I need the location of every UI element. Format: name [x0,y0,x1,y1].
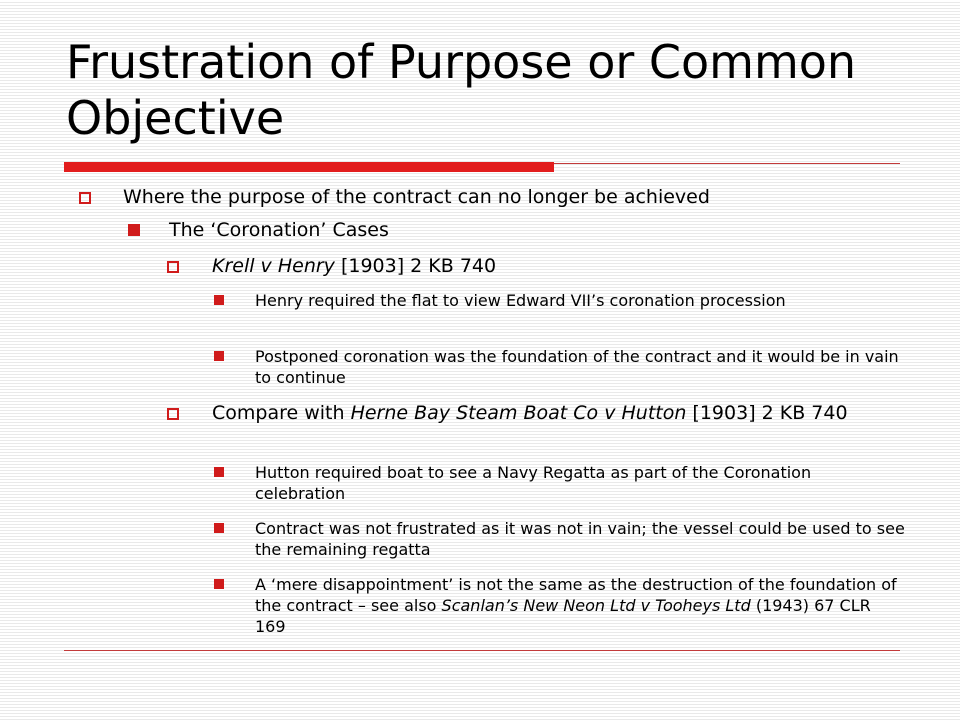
bullet-text [255,574,905,637]
bullet-text: Henry required the flat to view Edward VII’s coronation procession [255,291,786,310]
case-name: Herne Bay Steam Boat Co v Hutton [350,402,687,424]
case-name: Scanlan’s New Neon Ltd v Tooheys Ltd [441,596,751,615]
compare-prefix: Compare with [212,402,351,424]
bullet-mere-disappointment [255,574,905,637]
bullet-henry-flat [255,290,905,311]
bullet-text [212,253,902,279]
filled-square-bullet-icon [128,224,140,236]
filled-square-bullet-icon [214,351,224,361]
hollow-square-bullet-icon [167,261,179,273]
hollow-square-bullet-icon [79,192,91,204]
bullet-purpose [123,184,903,210]
bullet-text: Where the purpose of the contract can no longer be achieved [123,186,710,208]
filled-square-bullet-icon [214,523,224,533]
bullet-text: Postponed coronation was the foundation of the contract and it would be in vain to continue [255,347,899,387]
case-name: Krell v Henry [212,255,335,277]
bullet-text: The ‘Coronation’ Cases [169,219,389,241]
title-accent-bar [64,162,554,172]
filled-square-bullet-icon [214,579,224,589]
footer-divider-line [64,650,900,651]
bullet-hutton-boat [255,462,905,504]
bullet-text: Hutton required boat to see a Navy Regatta as part of the Coronation celebration [255,463,812,503]
case-citation: (1943) 67 CLR 169 [255,596,871,636]
case-citation: [1903] 2 KB 740 [334,255,497,277]
bullet-not-frustrated [255,518,905,560]
bullet-herne-bay [212,400,902,426]
bullet-text [212,400,902,426]
title-divider-line [554,163,900,164]
slide-title: Frustration of Purpose or Common Objective [66,35,857,145]
filled-square-bullet-icon [214,295,224,305]
filled-square-bullet-icon [214,467,224,477]
case-citation: [1903] 2 KB 740 [686,402,848,424]
bullet-postponed-coronation [255,346,905,388]
bullet-text: Contract was not frustrated as it was not in vain; the vessel could be used to see the remaining regatta [255,519,905,559]
bullet-coronation-cases [169,217,899,243]
bullet-krell-v-henry [212,253,902,279]
bullet-prefix: A ‘mere disappointment’ is not the same as the destruction of the foundation of the contract – see also [255,575,897,615]
hollow-square-bullet-icon [167,408,179,420]
